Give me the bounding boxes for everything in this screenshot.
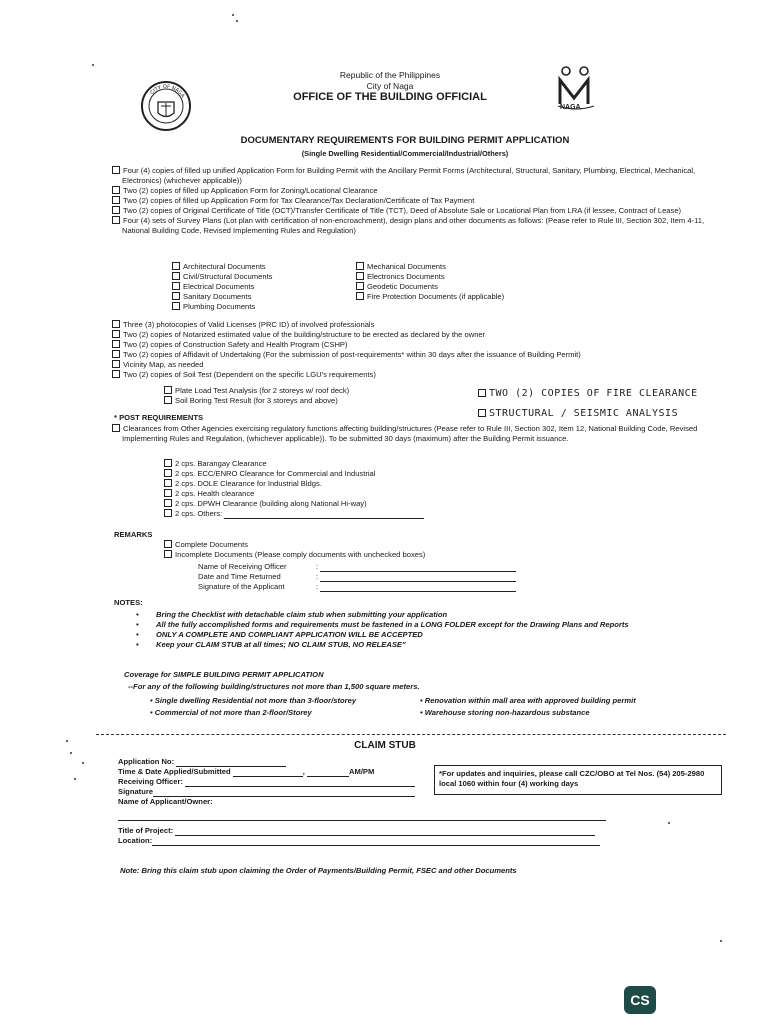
letterhead xyxy=(270,70,510,105)
checkbox[interactable] xyxy=(478,389,486,397)
handwritten-note-2: STRUCTURAL / SEISMIC ANALYSIS xyxy=(478,408,678,419)
document-title: DOCUMENTARY REQUIREMENTS FOR BUILDING PERMIT APPLICATION xyxy=(240,135,570,146)
clearance-item: 2 cps. DPWH Clearance (building along National Hi-way) xyxy=(164,499,524,509)
naga-logo xyxy=(552,64,600,116)
coverage-right: • Renovation within mall area with approved building permit • Warehouse storing non-hazardous substance xyxy=(420,696,636,718)
claim-stub-title: CLAIM STUB xyxy=(354,740,416,751)
project-line[interactable] xyxy=(175,827,595,836)
checkbox[interactable] xyxy=(112,166,120,174)
location-line[interactable] xyxy=(152,837,600,846)
requirement-item: Vicinity Map, as needed xyxy=(112,360,712,370)
checkbox[interactable] xyxy=(164,386,172,394)
requirement-item: Two (2) copies of filled up Application Form for Tax Clearance/Tax Declaration/Certificate of Tax Payment xyxy=(112,196,712,206)
checkbox[interactable] xyxy=(356,282,364,290)
cut-line xyxy=(96,734,726,735)
checkbox[interactable] xyxy=(112,206,120,214)
checkbox[interactable] xyxy=(112,330,120,338)
inquiry-box: *For updates and inquiries, please call CZC/OBO at Tel Nos. (54) 205-2980 local 1060 within four (4) working days xyxy=(434,765,722,795)
scan-speck xyxy=(92,64,94,66)
signature-line[interactable] xyxy=(320,583,516,592)
checkbox[interactable] xyxy=(112,360,120,368)
checkbox[interactable] xyxy=(112,424,120,432)
scan-speck xyxy=(236,20,238,22)
checkbox[interactable] xyxy=(164,469,172,477)
checkbox[interactable] xyxy=(172,282,180,290)
note-item: • All the fully accomplished forms and requirements must be fastened in a LONG FOLDER except for the Drawing Plans and Reports xyxy=(136,620,629,630)
date-returned-line[interactable] xyxy=(320,573,516,582)
scan-speck xyxy=(74,778,76,780)
signature-input[interactable] xyxy=(153,788,415,797)
notes-list xyxy=(136,610,716,650)
clearance-item: 2 cps. Others: xyxy=(164,509,524,519)
clearance-item: 2 cps. Barangay Clearance xyxy=(164,459,524,469)
document-item: Mechanical Documents xyxy=(356,262,576,272)
checkbox[interactable] xyxy=(356,272,364,280)
checkbox[interactable] xyxy=(112,320,120,328)
checkbox[interactable] xyxy=(164,499,172,507)
checkbox[interactable] xyxy=(112,196,120,204)
requirement-item: Two (2) copies of Notarized estimated value of the building/structure to be erected as declared by the owner xyxy=(112,330,712,340)
remarks-label: REMARKS xyxy=(114,530,153,539)
requirements-list-2 xyxy=(112,320,712,380)
checkbox[interactable] xyxy=(164,396,172,404)
date-line[interactable] xyxy=(307,768,349,777)
time-line[interactable] xyxy=(233,768,303,777)
requirement-item: Two (2) copies of Soil Test (Dependent on the specific LGU's requirements) xyxy=(112,370,712,380)
documents-left-column xyxy=(172,262,352,312)
checkbox[interactable] xyxy=(164,489,172,497)
post-requirements-text: Clearances from Other Agencies exercising regulatory functions affecting building/structures (Pease refer to Rule III, Section 302, Item 12, National Building Code, Revised Implementing Rules and Regulation, (whichever applicable)). To be submitted 30 days (maximum) after the Building Permit issuance. xyxy=(112,424,730,444)
incomplete-documents: Incomplete Documents (Please comply documents with unchecked boxes) xyxy=(175,550,426,560)
city-seal xyxy=(140,80,192,132)
scan-speck xyxy=(668,822,670,824)
checkbox[interactable] xyxy=(356,292,364,300)
requirement-item: Two (2) copies of Original Certificate of Title (OCT)/Transfer Certificate of Title (TCT), Deed of Absolute Sale or Locational Plan from LRA (if lessee, Contract of Lease) xyxy=(112,206,712,216)
post-requirements-title: * POST REQUIREMENTS xyxy=(114,413,204,422)
handwritten-note-1: TWO (2) COPIES OF FIRE CLEARANCE xyxy=(478,388,698,399)
checkbox[interactable] xyxy=(164,479,172,487)
scan-speck xyxy=(70,752,72,754)
checkbox[interactable] xyxy=(478,409,486,417)
project-fields: Title of Project: Location: xyxy=(118,826,608,846)
scan-speck xyxy=(66,740,68,742)
requirement-item: Four (4) copies of filled up unified Application Form for Building Permit with the Ancillary Permit Forms (Architectural, Structural, Sanitary, Plumbing, Electrical, Mechanical, Electronics) (whichever applicable)) xyxy=(112,166,712,186)
scan-speck xyxy=(720,940,722,942)
checkbox[interactable] xyxy=(164,509,172,517)
soil-test-item: Plate Load Test Analysis (for 2 storeys w/ roof deck) xyxy=(164,386,464,396)
documents-right-column xyxy=(356,262,576,302)
others-line[interactable] xyxy=(224,510,424,519)
soil-test-item: Soil Boring Test Result (for 3 storeys and above) xyxy=(164,396,464,406)
note-item: • Bring the Checklist with detachable claim stub when submitting your application xyxy=(136,610,448,619)
requirement-item: Two (2) copies of Affidavit of Undertaking (For the submission of post-requirements* within 30 days after the issuance of Building Permit) xyxy=(112,350,712,360)
office-name: OFFICE OF THE BUILDING OFFICIAL xyxy=(293,91,487,104)
scan-speck xyxy=(232,14,234,16)
checkbox[interactable] xyxy=(112,340,120,348)
note-item: • ONLY A COMPLETE AND COMPLIANT APPLICATION WILL BE ACCEPTED xyxy=(136,630,423,640)
document-item: Electronics Documents xyxy=(356,272,576,282)
checkbox[interactable] xyxy=(172,302,180,310)
receiving-officer-line[interactable] xyxy=(320,563,516,572)
document-item: Geodetic Documents xyxy=(356,282,576,292)
clearances-list xyxy=(164,459,524,519)
logo-text: NAGA xyxy=(560,104,581,111)
coverage-left: • Single dwelling Residential not more than 3-floor/storey • Commercial of not more than 2-floor/Storey xyxy=(150,696,357,718)
checkbox[interactable] xyxy=(112,370,120,378)
checkbox[interactable] xyxy=(112,186,120,194)
claim-stub-note: Note: Bring this claim stub upon claiming the Order of Payments/Building Permit, FSEC and other Documents xyxy=(120,866,517,875)
coverage-subtitle: --For any of the following building/structures not more than 1,500 square meters. xyxy=(128,682,420,691)
document-item: Architectural Documents xyxy=(172,262,352,272)
country-name: Republic of the Philippines xyxy=(339,70,441,80)
soil-tests xyxy=(164,386,464,406)
svg-text:CITY OF NAGA: CITY OF NAGA xyxy=(149,83,186,99)
coverage-title: Coverage for SIMPLE BUILDING PERMIT APPLICATION xyxy=(124,670,324,679)
document-item: Plumbing Documents xyxy=(172,302,352,312)
requirement-item: Four (4) sets of Survey Plans (Lot plan with certification of non-encroachment), design plans and other documents as follows: (Pease refer to Rule III, Section 302, Item 4-11, National Building Code, Revised Implementing Rules and Regulation) xyxy=(112,216,712,236)
notes-label: NOTES: xyxy=(114,598,143,607)
checkbox[interactable] xyxy=(172,292,180,300)
remarks-section xyxy=(164,540,564,560)
checkbox[interactable] xyxy=(164,459,172,467)
camscanner-badge: CS xyxy=(624,986,656,1014)
checkbox[interactable] xyxy=(112,350,120,358)
requirement-item: Two (2) copies of Construction Safety and Health Program (CSHP) xyxy=(112,340,712,350)
checkbox[interactable] xyxy=(172,272,180,280)
requirement-item: Three (3) photocopies of Valid Licenses (PRC ID) of involved professionals xyxy=(112,320,712,330)
document-item: Electrical Documents xyxy=(172,282,352,292)
application-no-line[interactable] xyxy=(176,758,286,767)
clearance-item: 2 cps. DOLE Clearance for Industrial Bldgs. xyxy=(164,479,524,489)
requirements-list xyxy=(112,166,712,236)
scan-speck xyxy=(82,762,84,764)
requirement-item: Two (2) copies of filled up Application Form for Zoning/Locational Clearance xyxy=(112,186,712,196)
document-item: Sanitary Documents xyxy=(172,292,352,302)
note-item: • Keep your CLAIM STUB at all times; NO CLAIM STUB, NO RELEASE" xyxy=(136,640,406,650)
clearance-item: 2 cps. ECC/ENRO Clearance for Commercial and Industrial xyxy=(164,469,524,479)
receiving-officer-input[interactable] xyxy=(185,778,415,787)
remarks-fields: Name of Receiving Officer : Date and Time Returned : Signature of the Applicant : xyxy=(198,562,528,592)
city-name: City of Naga xyxy=(366,80,414,91)
document-subtitle: (Single Dwelling Residential/Commercial/Industrial/Others) xyxy=(301,149,509,158)
document-item: Civil/Structural Documents xyxy=(172,272,352,282)
name-line[interactable] xyxy=(118,820,606,821)
checkbox[interactable] xyxy=(356,262,364,270)
checkbox[interactable] xyxy=(172,262,180,270)
checkbox[interactable] xyxy=(164,550,172,558)
complete-documents: Complete Documents xyxy=(175,540,249,549)
clearance-item: 2 cps. Health clearance xyxy=(164,489,524,499)
document-item: Fire Protection Documents (if applicable) xyxy=(356,292,576,302)
checkbox[interactable] xyxy=(112,216,120,224)
claim-stub-fields: Application No: Time & Date Applied/Submitted , AM/PM Receiving Officer: Signature Name of Applicant/Owner: xyxy=(118,757,438,807)
checkbox[interactable] xyxy=(164,540,172,548)
